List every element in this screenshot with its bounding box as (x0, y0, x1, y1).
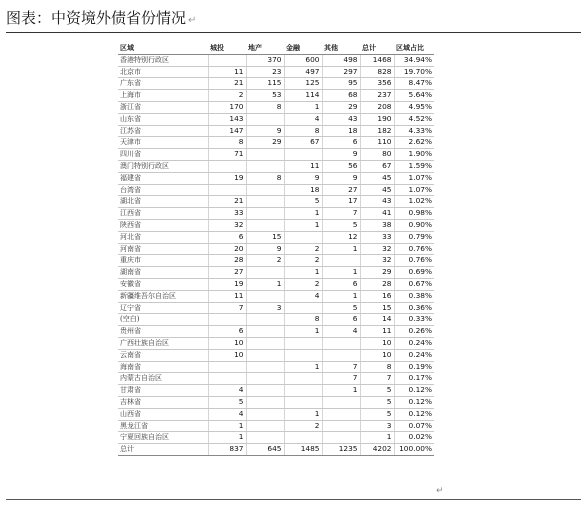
region-cell: 贵州省 (118, 326, 208, 338)
value-cell: 8 (246, 101, 284, 113)
value-cell: 0.24% (394, 349, 434, 361)
value-cell (208, 54, 246, 66)
table-row (118, 125, 434, 137)
table-row (118, 267, 434, 279)
value-cell: 10 (208, 349, 246, 361)
value-cell (284, 373, 322, 385)
value-cell (284, 149, 322, 161)
value-cell: 170 (208, 101, 246, 113)
total-value-cell: 100.00% (394, 444, 434, 456)
value-cell (246, 385, 284, 397)
value-cell: 115 (246, 78, 284, 90)
value-cell (208, 184, 246, 196)
value-cell: 110 (360, 137, 394, 149)
value-cell (322, 420, 360, 432)
column-header: 总计 (360, 43, 394, 54)
value-cell (246, 326, 284, 338)
region-cell: 台湾省 (118, 184, 208, 196)
value-cell: 28 (360, 278, 394, 290)
table-row (118, 396, 434, 408)
value-cell: 0.07% (394, 420, 434, 432)
region-cell: 四川省 (118, 149, 208, 161)
region-cell: 河北省 (118, 231, 208, 243)
value-cell (246, 349, 284, 361)
value-cell (208, 373, 246, 385)
value-cell: 21 (208, 78, 246, 90)
value-cell (246, 184, 284, 196)
table-row (118, 54, 434, 66)
value-cell: 147 (208, 125, 246, 137)
column-header: 地产 (246, 43, 284, 54)
value-cell: 0.38% (394, 290, 434, 302)
value-cell (246, 149, 284, 161)
value-cell: 1.90% (394, 149, 434, 161)
value-cell: 80 (360, 149, 394, 161)
table-row (118, 219, 434, 231)
value-cell: 0.69% (394, 267, 434, 279)
value-cell: 5 (322, 219, 360, 231)
total-value-cell: 837 (208, 444, 246, 456)
value-cell: 4.33% (394, 125, 434, 137)
value-cell: 29 (246, 137, 284, 149)
value-cell: 12 (322, 231, 360, 243)
value-cell: 5 (322, 302, 360, 314)
value-cell: 497 (284, 66, 322, 78)
value-cell: 190 (360, 113, 394, 125)
value-cell: 2 (284, 278, 322, 290)
value-cell: 43 (360, 196, 394, 208)
table-row (118, 337, 434, 349)
value-cell: 1 (284, 267, 322, 279)
value-cell: 4 (208, 408, 246, 420)
value-cell: 32 (208, 219, 246, 231)
value-cell: 11 (208, 290, 246, 302)
value-cell (246, 113, 284, 125)
table-row (118, 172, 434, 184)
value-cell: 27 (322, 184, 360, 196)
bottom-rule (6, 499, 581, 500)
value-cell: 1 (322, 267, 360, 279)
total-label-cell: 总计 (118, 444, 208, 456)
value-cell: 16 (360, 290, 394, 302)
value-cell (322, 432, 360, 444)
value-cell (246, 208, 284, 220)
value-cell: 27 (208, 267, 246, 279)
region-cell: 香港特别行政区 (118, 54, 208, 66)
value-cell (284, 302, 322, 314)
value-cell (322, 408, 360, 420)
region-cell: 山东省 (118, 113, 208, 125)
region-cell: 安徽省 (118, 278, 208, 290)
value-cell: 20 (208, 243, 246, 255)
region-cell: 甘肃省 (118, 385, 208, 397)
value-cell: 5 (360, 385, 394, 397)
value-cell: 1 (284, 326, 322, 338)
value-cell: 8 (284, 125, 322, 137)
value-cell: 2.62% (394, 137, 434, 149)
value-cell (246, 408, 284, 420)
value-cell: 7 (360, 373, 394, 385)
value-cell: 0.98% (394, 208, 434, 220)
column-header: 其他 (322, 43, 360, 54)
value-cell: 14 (360, 314, 394, 326)
value-cell: 1 (322, 385, 360, 397)
value-cell: 1 (208, 432, 246, 444)
value-cell: 4.95% (394, 101, 434, 113)
value-cell (246, 290, 284, 302)
value-cell: 297 (322, 66, 360, 78)
table-row (118, 314, 434, 326)
value-cell (322, 337, 360, 349)
value-cell: 4 (284, 113, 322, 125)
table-row (118, 113, 434, 125)
bond-province-table (118, 43, 434, 456)
value-cell: 182 (360, 125, 394, 137)
value-cell: 1 (246, 278, 284, 290)
value-cell: 67 (360, 160, 394, 172)
value-cell: 143 (208, 113, 246, 125)
value-cell: 5 (360, 408, 394, 420)
value-cell (208, 314, 246, 326)
paragraph-mark-end: ↵ (436, 486, 444, 496)
value-cell: 5.64% (394, 90, 434, 102)
region-cell: 陕西省 (118, 219, 208, 231)
value-cell: 6 (322, 137, 360, 149)
value-cell: 600 (284, 54, 322, 66)
value-cell: 10 (360, 337, 394, 349)
region-cell: 吉林省 (118, 396, 208, 408)
region-cell: 广西壮族自治区 (118, 337, 208, 349)
value-cell: 18 (284, 184, 322, 196)
region-cell: 辽宁省 (118, 302, 208, 314)
value-cell: 67 (284, 137, 322, 149)
table-row (118, 66, 434, 78)
table-row (118, 208, 434, 220)
table-row (118, 432, 434, 444)
value-cell (322, 396, 360, 408)
value-cell: 19.70% (394, 66, 434, 78)
table-row (118, 420, 434, 432)
value-cell: 1 (284, 408, 322, 420)
value-cell (322, 349, 360, 361)
value-cell (246, 337, 284, 349)
table-body (118, 54, 434, 455)
region-cell: 浙江省 (118, 101, 208, 113)
value-cell: 18 (322, 125, 360, 137)
column-header: 区域占比 (394, 43, 434, 54)
value-cell: 0.12% (394, 396, 434, 408)
value-cell: 17 (322, 196, 360, 208)
value-cell: 1 (284, 208, 322, 220)
value-cell: 8 (360, 361, 394, 373)
value-cell: 0.33% (394, 314, 434, 326)
value-cell: 237 (360, 90, 394, 102)
table-row (118, 231, 434, 243)
value-cell: 11 (284, 160, 322, 172)
value-cell: 29 (360, 267, 394, 279)
value-cell: 10 (360, 349, 394, 361)
value-cell: 11 (208, 66, 246, 78)
value-cell: 0.90% (394, 219, 434, 231)
region-cell: 北京市 (118, 66, 208, 78)
value-cell (246, 396, 284, 408)
value-cell: 9 (246, 243, 284, 255)
table-row (118, 361, 434, 373)
table-row (118, 196, 434, 208)
value-cell: 56 (322, 160, 360, 172)
region-cell: 新疆维吾尔自治区 (118, 290, 208, 302)
value-cell (322, 255, 360, 267)
region-cell: 重庆市 (118, 255, 208, 267)
value-cell: 1 (284, 361, 322, 373)
region-cell: 澳门特别行政区 (118, 160, 208, 172)
table-row (118, 160, 434, 172)
value-cell: 53 (246, 90, 284, 102)
value-cell: 4.52% (394, 113, 434, 125)
value-cell: 6 (208, 326, 246, 338)
value-cell: 2 (208, 90, 246, 102)
table-row (118, 278, 434, 290)
value-cell: 5 (284, 196, 322, 208)
value-cell: 5 (360, 396, 394, 408)
value-cell: 1 (284, 219, 322, 231)
value-cell: 32 (360, 243, 394, 255)
value-cell: 0.76% (394, 255, 434, 267)
value-cell (208, 361, 246, 373)
region-cell: 江苏省 (118, 125, 208, 137)
value-cell: 1 (322, 243, 360, 255)
value-cell: 28 (208, 255, 246, 267)
value-cell: 19 (208, 172, 246, 184)
value-cell: 9 (322, 149, 360, 161)
value-cell: 7 (322, 208, 360, 220)
figure-title-row (6, 6, 581, 33)
value-cell: 43 (322, 113, 360, 125)
value-cell: 7 (322, 361, 360, 373)
value-cell (246, 314, 284, 326)
table-row (118, 255, 434, 267)
region-cell: 黑龙江省 (118, 420, 208, 432)
value-cell (246, 219, 284, 231)
table-row (118, 290, 434, 302)
region-cell: 河南省 (118, 243, 208, 255)
table-row (118, 349, 434, 361)
region-cell: 内蒙古自治区 (118, 373, 208, 385)
value-cell (246, 361, 284, 373)
total-value-cell: 1485 (284, 444, 322, 456)
table-row (118, 385, 434, 397)
paragraph-mark: ↵ (188, 15, 197, 26)
value-cell (246, 196, 284, 208)
total-value-cell: 1235 (322, 444, 360, 456)
value-cell: 208 (360, 101, 394, 113)
value-cell: 38 (360, 219, 394, 231)
value-cell (284, 396, 322, 408)
value-cell: 41 (360, 208, 394, 220)
value-cell (246, 160, 284, 172)
value-cell: 10 (208, 337, 246, 349)
figure-title: 图表：中资境外债省份情况 (6, 9, 187, 27)
table-row (118, 90, 434, 102)
value-cell: 32 (360, 255, 394, 267)
value-cell (284, 349, 322, 361)
value-cell: 828 (360, 66, 394, 78)
column-header: 金融 (284, 43, 322, 54)
value-cell: 125 (284, 78, 322, 90)
value-cell: 4 (208, 385, 246, 397)
value-cell: 8 (246, 172, 284, 184)
value-cell: 356 (360, 78, 394, 90)
total-value-cell: 4202 (360, 444, 394, 456)
total-row (118, 444, 434, 456)
region-cell: 宁夏回族自治区 (118, 432, 208, 444)
value-cell: 33 (360, 231, 394, 243)
value-cell: 34.94% (394, 54, 434, 66)
value-cell: 3 (246, 302, 284, 314)
region-cell: 上海市 (118, 90, 208, 102)
value-cell: 0.02% (394, 432, 434, 444)
region-cell: 云南省 (118, 349, 208, 361)
value-cell (208, 160, 246, 172)
value-cell (284, 385, 322, 397)
value-cell: 370 (246, 54, 284, 66)
value-cell: 114 (284, 90, 322, 102)
value-cell: 8.47% (394, 78, 434, 90)
value-cell: 23 (246, 66, 284, 78)
value-cell: 2 (284, 420, 322, 432)
value-cell: 1.02% (394, 196, 434, 208)
value-cell: 29 (322, 101, 360, 113)
value-cell: 45 (360, 184, 394, 196)
value-cell: 15 (246, 231, 284, 243)
value-cell: 0.76% (394, 243, 434, 255)
value-cell: 0.12% (394, 385, 434, 397)
region-cell: 福建省 (118, 172, 208, 184)
value-cell: 2 (284, 255, 322, 267)
table-header-row (118, 43, 434, 54)
value-cell: 0.67% (394, 278, 434, 290)
value-cell (246, 267, 284, 279)
value-cell: 6 (322, 314, 360, 326)
value-cell: 498 (322, 54, 360, 66)
table-row (118, 326, 434, 338)
value-cell: 6 (208, 231, 246, 243)
table-row (118, 78, 434, 90)
value-cell (284, 432, 322, 444)
table-wrapper (118, 43, 434, 456)
value-cell (284, 337, 322, 349)
value-cell: 1.59% (394, 160, 434, 172)
value-cell: 1 (284, 101, 322, 113)
region-cell: 山西省 (118, 408, 208, 420)
table-row (118, 408, 434, 420)
column-header: 区域 (118, 43, 208, 54)
value-cell (246, 420, 284, 432)
value-cell: 6 (322, 278, 360, 290)
value-cell: 15 (360, 302, 394, 314)
value-cell: 95 (322, 78, 360, 90)
value-cell: 7 (322, 373, 360, 385)
region-cell: 江西省 (118, 208, 208, 220)
value-cell: 1 (208, 420, 246, 432)
total-value-cell: 645 (246, 444, 284, 456)
value-cell: 0.79% (394, 231, 434, 243)
value-cell: 1468 (360, 54, 394, 66)
value-cell: 71 (208, 149, 246, 161)
value-cell (246, 373, 284, 385)
value-cell: 21 (208, 196, 246, 208)
region-cell: 海南省 (118, 361, 208, 373)
value-cell: 2 (246, 255, 284, 267)
region-cell: 湖南省 (118, 267, 208, 279)
table-row (118, 243, 434, 255)
column-header: 城投 (208, 43, 246, 54)
value-cell: 9 (322, 172, 360, 184)
value-cell (246, 432, 284, 444)
value-cell: 3 (360, 420, 394, 432)
table-row (118, 137, 434, 149)
value-cell: 0.24% (394, 337, 434, 349)
value-cell: 0.19% (394, 361, 434, 373)
table-row (118, 101, 434, 113)
value-cell (284, 231, 322, 243)
value-cell: 0.17% (394, 373, 434, 385)
value-cell: 0.26% (394, 326, 434, 338)
value-cell: 0.36% (394, 302, 434, 314)
table-row (118, 302, 434, 314)
value-cell: 4 (322, 326, 360, 338)
value-cell: 8 (284, 314, 322, 326)
region-cell: 天津市 (118, 137, 208, 149)
value-cell: 19 (208, 278, 246, 290)
region-cell: (空白) (118, 314, 208, 326)
value-cell: 45 (360, 172, 394, 184)
value-cell: 1 (360, 432, 394, 444)
value-cell: 33 (208, 208, 246, 220)
table-row (118, 373, 434, 385)
value-cell: 9 (284, 172, 322, 184)
value-cell: 2 (284, 243, 322, 255)
value-cell: 1.07% (394, 172, 434, 184)
value-cell: 8 (208, 137, 246, 149)
value-cell: 5 (208, 396, 246, 408)
value-cell: 68 (322, 90, 360, 102)
table-row (118, 149, 434, 161)
value-cell: 11 (360, 326, 394, 338)
value-cell: 0.12% (394, 408, 434, 420)
value-cell: 7 (208, 302, 246, 314)
value-cell: 4 (284, 290, 322, 302)
value-cell: 1 (322, 290, 360, 302)
value-cell: 9 (246, 125, 284, 137)
table-row (118, 184, 434, 196)
region-cell: 广东省 (118, 78, 208, 90)
value-cell: 1.07% (394, 184, 434, 196)
region-cell: 湖北省 (118, 196, 208, 208)
